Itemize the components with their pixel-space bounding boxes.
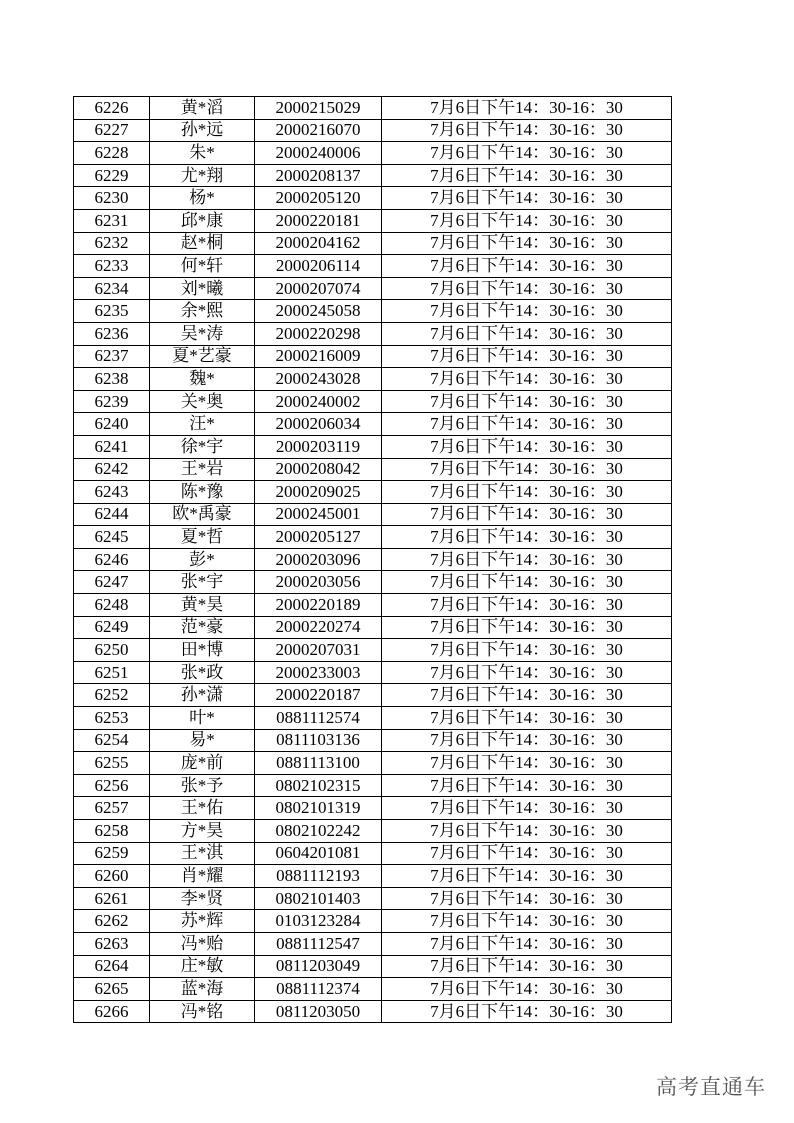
exam-time-cell: 7月6日下午14：30-16：30 bbox=[382, 978, 672, 1001]
exam-time-cell: 7月6日下午14：30-16：30 bbox=[382, 865, 672, 888]
candidate-id-cell: 2000206034 bbox=[255, 413, 382, 436]
exam-time-cell: 7月6日下午14：30-16：30 bbox=[382, 932, 672, 955]
exam-time-cell: 7月6日下午14：30-16：30 bbox=[382, 684, 672, 707]
candidate-id-cell: 0811203050 bbox=[255, 1000, 382, 1023]
exam-time-cell: 7月6日下午14：30-16：30 bbox=[382, 458, 672, 481]
student-name-cell: 苏*辉 bbox=[150, 910, 255, 933]
student-name-cell: 黄*昊 bbox=[150, 594, 255, 617]
student-name-cell: 刘*曦 bbox=[150, 277, 255, 300]
exam-time-cell: 7月6日下午14：30-16：30 bbox=[382, 232, 672, 255]
student-name-cell: 朱* bbox=[150, 142, 255, 165]
student-name-cell: 张*政 bbox=[150, 661, 255, 684]
row-number-cell: 6259 bbox=[74, 842, 150, 865]
exam-time-cell: 7月6日下午14：30-16：30 bbox=[382, 277, 672, 300]
row-number-cell: 6260 bbox=[74, 865, 150, 888]
exam-time-cell: 7月6日下午14：30-16：30 bbox=[382, 729, 672, 752]
student-name-cell: 李*贤 bbox=[150, 887, 255, 910]
schedule-table-body bbox=[74, 97, 672, 1023]
row-number-cell: 6227 bbox=[74, 119, 150, 142]
candidate-id-cell: 2000245001 bbox=[255, 503, 382, 526]
exam-time-cell: 7月6日下午14：30-16：30 bbox=[382, 842, 672, 865]
candidate-id-cell: 2000220187 bbox=[255, 684, 382, 707]
student-name-cell: 王*佑 bbox=[150, 797, 255, 820]
exam-time-cell: 7月6日下午14：30-16：30 bbox=[382, 119, 672, 142]
candidate-id-cell: 2000220298 bbox=[255, 322, 382, 345]
exam-time-cell: 7月6日下午14：30-16：30 bbox=[382, 368, 672, 391]
student-name-cell: 余*熙 bbox=[150, 300, 255, 323]
student-name-cell: 冯*贻 bbox=[150, 932, 255, 955]
candidate-id-cell: 2000215029 bbox=[255, 97, 382, 120]
candidate-id-cell: 0802102242 bbox=[255, 820, 382, 843]
exam-time-cell: 7月6日下午14：30-16：30 bbox=[382, 526, 672, 549]
row-number-cell: 6234 bbox=[74, 277, 150, 300]
table-row bbox=[74, 503, 672, 526]
student-name-cell: 孙*远 bbox=[150, 119, 255, 142]
candidate-id-cell: 2000205127 bbox=[255, 526, 382, 549]
exam-time-cell: 7月6日下午14：30-16：30 bbox=[382, 164, 672, 187]
row-number-cell: 6244 bbox=[74, 503, 150, 526]
row-number-cell: 6263 bbox=[74, 932, 150, 955]
student-name-cell: 冯*铭 bbox=[150, 1000, 255, 1023]
row-number-cell: 6243 bbox=[74, 481, 150, 504]
candidate-id-cell: 2000209025 bbox=[255, 481, 382, 504]
exam-time-cell: 7月6日下午14：30-16：30 bbox=[382, 820, 672, 843]
candidate-id-cell: 2000220181 bbox=[255, 209, 382, 232]
table-row bbox=[74, 865, 672, 888]
table-row bbox=[74, 390, 672, 413]
candidate-id-cell: 2000207031 bbox=[255, 639, 382, 662]
table-row bbox=[74, 187, 672, 210]
table-row bbox=[74, 729, 672, 752]
candidate-id-cell: 2000220274 bbox=[255, 616, 382, 639]
row-number-cell: 6258 bbox=[74, 820, 150, 843]
student-name-cell: 魏* bbox=[150, 368, 255, 391]
exam-time-cell: 7月6日下午14：30-16：30 bbox=[382, 910, 672, 933]
row-number-cell: 6253 bbox=[74, 707, 150, 730]
table-row bbox=[74, 413, 672, 436]
row-number-cell: 6237 bbox=[74, 345, 150, 368]
student-name-cell: 夏*哲 bbox=[150, 526, 255, 549]
candidate-id-cell: 0881112547 bbox=[255, 932, 382, 955]
candidate-id-cell: 0802101403 bbox=[255, 887, 382, 910]
candidate-id-cell: 0881113100 bbox=[255, 752, 382, 775]
student-name-cell: 陈*豫 bbox=[150, 481, 255, 504]
exam-time-cell: 7月6日下午14：30-16：30 bbox=[382, 97, 672, 120]
row-number-cell: 6255 bbox=[74, 752, 150, 775]
row-number-cell: 6265 bbox=[74, 978, 150, 1001]
student-name-cell: 尤*翔 bbox=[150, 164, 255, 187]
table-row bbox=[74, 142, 672, 165]
exam-time-cell: 7月6日下午14：30-16：30 bbox=[382, 1000, 672, 1023]
student-name-cell: 叶* bbox=[150, 707, 255, 730]
table-row bbox=[74, 684, 672, 707]
row-number-cell: 6242 bbox=[74, 458, 150, 481]
candidate-id-cell: 0604201081 bbox=[255, 842, 382, 865]
row-number-cell: 6262 bbox=[74, 910, 150, 933]
row-number-cell: 6235 bbox=[74, 300, 150, 323]
row-number-cell: 6226 bbox=[74, 97, 150, 120]
table-row bbox=[74, 752, 672, 775]
student-name-cell: 肖*耀 bbox=[150, 865, 255, 888]
candidate-id-cell: 2000216070 bbox=[255, 119, 382, 142]
row-number-cell: 6247 bbox=[74, 571, 150, 594]
student-name-cell: 彭* bbox=[150, 548, 255, 571]
table-row bbox=[74, 797, 672, 820]
student-name-cell: 张*宇 bbox=[150, 571, 255, 594]
table-row bbox=[74, 255, 672, 278]
exam-time-cell: 7月6日下午14：30-16：30 bbox=[382, 774, 672, 797]
row-number-cell: 6236 bbox=[74, 322, 150, 345]
exam-time-cell: 7月6日下午14：30-16：30 bbox=[382, 639, 672, 662]
exam-time-cell: 7月6日下午14：30-16：30 bbox=[382, 571, 672, 594]
student-name-cell: 张*予 bbox=[150, 774, 255, 797]
exam-time-cell: 7月6日下午14：30-16：30 bbox=[382, 887, 672, 910]
table-row bbox=[74, 209, 672, 232]
row-number-cell: 6230 bbox=[74, 187, 150, 210]
table-row bbox=[74, 119, 672, 142]
row-number-cell: 6228 bbox=[74, 142, 150, 165]
table-row bbox=[74, 322, 672, 345]
student-name-cell: 吴*涛 bbox=[150, 322, 255, 345]
student-name-cell: 关*奥 bbox=[150, 390, 255, 413]
row-number-cell: 6241 bbox=[74, 435, 150, 458]
schedule-table bbox=[73, 96, 672, 1023]
row-number-cell: 6245 bbox=[74, 526, 150, 549]
exam-time-cell: 7月6日下午14：30-16：30 bbox=[382, 390, 672, 413]
row-number-cell: 6240 bbox=[74, 413, 150, 436]
table-row bbox=[74, 277, 672, 300]
exam-time-cell: 7月6日下午14：30-16：30 bbox=[382, 481, 672, 504]
table-row bbox=[74, 571, 672, 594]
row-number-cell: 6233 bbox=[74, 255, 150, 278]
exam-time-cell: 7月6日下午14：30-16：30 bbox=[382, 300, 672, 323]
row-number-cell: 6251 bbox=[74, 661, 150, 684]
table-row bbox=[74, 955, 672, 978]
student-name-cell: 欧*禹豪 bbox=[150, 503, 255, 526]
candidate-id-cell: 0802102315 bbox=[255, 774, 382, 797]
candidate-id-cell: 2000203119 bbox=[255, 435, 382, 458]
table-row bbox=[74, 526, 672, 549]
student-name-cell: 易* bbox=[150, 729, 255, 752]
student-name-cell: 王*淇 bbox=[150, 842, 255, 865]
table-row bbox=[74, 707, 672, 730]
student-name-cell: 王*岩 bbox=[150, 458, 255, 481]
candidate-id-cell: 0811103136 bbox=[255, 729, 382, 752]
table-row bbox=[74, 345, 672, 368]
table-row bbox=[74, 661, 672, 684]
table-row bbox=[74, 1000, 672, 1023]
candidate-id-cell: 2000208137 bbox=[255, 164, 382, 187]
exam-time-cell: 7月6日下午14：30-16：30 bbox=[382, 661, 672, 684]
row-number-cell: 6264 bbox=[74, 955, 150, 978]
table-row bbox=[74, 594, 672, 617]
row-number-cell: 6252 bbox=[74, 684, 150, 707]
table-row bbox=[74, 481, 672, 504]
table-row bbox=[74, 774, 672, 797]
table-row bbox=[74, 435, 672, 458]
exam-time-cell: 7月6日下午14：30-16：30 bbox=[382, 616, 672, 639]
student-name-cell: 赵*桐 bbox=[150, 232, 255, 255]
student-name-cell: 杨* bbox=[150, 187, 255, 210]
row-number-cell: 6249 bbox=[74, 616, 150, 639]
student-name-cell: 孙*潇 bbox=[150, 684, 255, 707]
row-number-cell: 6231 bbox=[74, 209, 150, 232]
candidate-id-cell: 2000208042 bbox=[255, 458, 382, 481]
student-name-cell: 夏*艺豪 bbox=[150, 345, 255, 368]
candidate-id-cell: 2000203096 bbox=[255, 548, 382, 571]
student-name-cell: 庄*敏 bbox=[150, 955, 255, 978]
student-name-cell: 邱*康 bbox=[150, 209, 255, 232]
candidate-id-cell: 2000216009 bbox=[255, 345, 382, 368]
table-row bbox=[74, 458, 672, 481]
row-number-cell: 6257 bbox=[74, 797, 150, 820]
candidate-id-cell: 0881112574 bbox=[255, 707, 382, 730]
student-name-cell: 庞*前 bbox=[150, 752, 255, 775]
table-row bbox=[74, 368, 672, 391]
candidate-id-cell: 2000205120 bbox=[255, 187, 382, 210]
exam-time-cell: 7月6日下午14：30-16：30 bbox=[382, 255, 672, 278]
exam-time-cell: 7月6日下午14：30-16：30 bbox=[382, 503, 672, 526]
candidate-id-cell: 2000206114 bbox=[255, 255, 382, 278]
exam-time-cell: 7月6日下午14：30-16：30 bbox=[382, 435, 672, 458]
row-number-cell: 6254 bbox=[74, 729, 150, 752]
table-row bbox=[74, 548, 672, 571]
exam-time-cell: 7月6日下午14：30-16：30 bbox=[382, 345, 672, 368]
exam-time-cell: 7月6日下午14：30-16：30 bbox=[382, 955, 672, 978]
exam-time-cell: 7月6日下午14：30-16：30 bbox=[382, 752, 672, 775]
student-name-cell: 方*昊 bbox=[150, 820, 255, 843]
candidate-id-cell: 2000233003 bbox=[255, 661, 382, 684]
table-row bbox=[74, 910, 672, 933]
candidate-id-cell: 2000240002 bbox=[255, 390, 382, 413]
table-row bbox=[74, 616, 672, 639]
row-number-cell: 6238 bbox=[74, 368, 150, 391]
row-number-cell: 6248 bbox=[74, 594, 150, 617]
student-name-cell: 蓝*海 bbox=[150, 978, 255, 1001]
row-number-cell: 6246 bbox=[74, 548, 150, 571]
candidate-id-cell: 0881112193 bbox=[255, 865, 382, 888]
table-row bbox=[74, 97, 672, 120]
exam-time-cell: 7月6日下午14：30-16：30 bbox=[382, 322, 672, 345]
exam-time-cell: 7月6日下午14：30-16：30 bbox=[382, 797, 672, 820]
row-number-cell: 6232 bbox=[74, 232, 150, 255]
exam-time-cell: 7月6日下午14：30-16：30 bbox=[382, 187, 672, 210]
row-number-cell: 6261 bbox=[74, 887, 150, 910]
watermark-text: 高考直通车 bbox=[656, 1075, 766, 1099]
table-row bbox=[74, 639, 672, 662]
exam-time-cell: 7月6日下午14：30-16：30 bbox=[382, 209, 672, 232]
row-number-cell: 6266 bbox=[74, 1000, 150, 1023]
candidate-id-cell: 0811203049 bbox=[255, 955, 382, 978]
student-name-cell: 田*博 bbox=[150, 639, 255, 662]
row-number-cell: 6250 bbox=[74, 639, 150, 662]
table-row bbox=[74, 887, 672, 910]
table-row bbox=[74, 932, 672, 955]
table-row bbox=[74, 842, 672, 865]
student-name-cell: 范*豪 bbox=[150, 616, 255, 639]
student-name-cell: 汪* bbox=[150, 413, 255, 436]
candidate-id-cell: 2000243028 bbox=[255, 368, 382, 391]
candidate-id-cell: 2000207074 bbox=[255, 277, 382, 300]
student-name-cell: 黄*滔 bbox=[150, 97, 255, 120]
table-row bbox=[74, 232, 672, 255]
table-row bbox=[74, 164, 672, 187]
table-row bbox=[74, 820, 672, 843]
candidate-id-cell: 2000245058 bbox=[255, 300, 382, 323]
exam-time-cell: 7月6日下午14：30-16：30 bbox=[382, 413, 672, 436]
exam-time-cell: 7月6日下午14：30-16：30 bbox=[382, 142, 672, 165]
candidate-id-cell: 0881112374 bbox=[255, 978, 382, 1001]
candidate-id-cell: 0103123284 bbox=[255, 910, 382, 933]
exam-time-cell: 7月6日下午14：30-16：30 bbox=[382, 594, 672, 617]
candidate-id-cell: 0802101319 bbox=[255, 797, 382, 820]
candidate-id-cell: 2000204162 bbox=[255, 232, 382, 255]
table-row bbox=[74, 978, 672, 1001]
exam-time-cell: 7月6日下午14：30-16：30 bbox=[382, 707, 672, 730]
row-number-cell: 6239 bbox=[74, 390, 150, 413]
table-row bbox=[74, 300, 672, 323]
student-name-cell: 徐*宇 bbox=[150, 435, 255, 458]
candidate-id-cell: 2000220189 bbox=[255, 594, 382, 617]
student-name-cell: 何*轩 bbox=[150, 255, 255, 278]
candidate-id-cell: 2000240006 bbox=[255, 142, 382, 165]
exam-time-cell: 7月6日下午14：30-16：30 bbox=[382, 548, 672, 571]
row-number-cell: 6256 bbox=[74, 774, 150, 797]
row-number-cell: 6229 bbox=[74, 164, 150, 187]
candidate-id-cell: 2000203056 bbox=[255, 571, 382, 594]
